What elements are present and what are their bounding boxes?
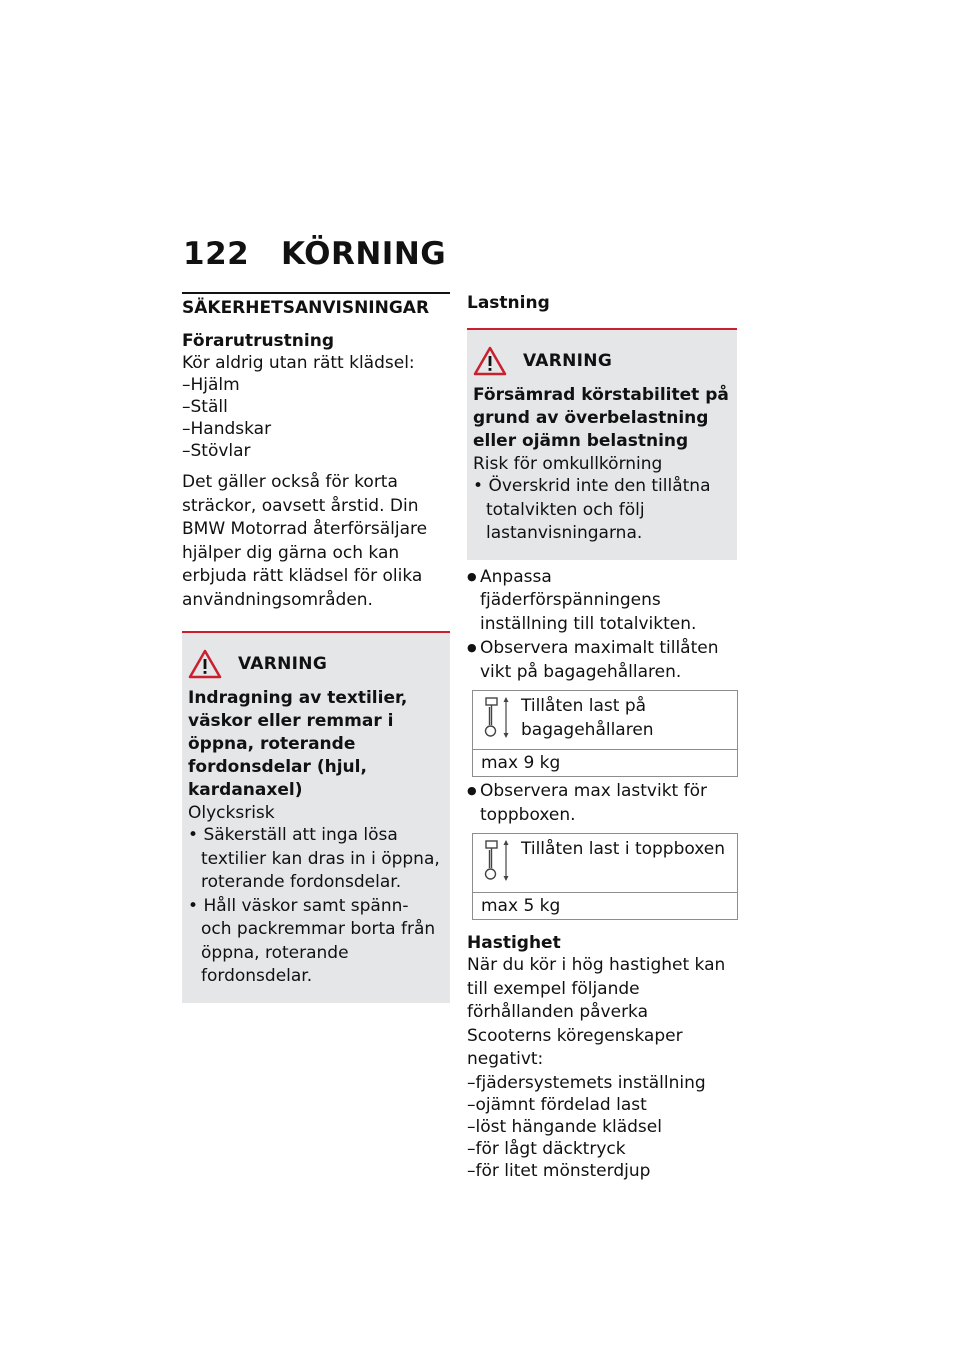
warning-triangle-icon — [473, 346, 507, 376]
list-item: • Säkerställ att inga lösa textilier kan dras in i öppna, roterande fordonsdelar. — [188, 824, 442, 895]
list-item: • Överskrid inte den tillåtna totalvikten och följ lastanvisningarna. — [473, 475, 729, 546]
warning-risk: Risk för omkullkörning — [473, 454, 663, 474]
list-item: – för lågt däcktryck — [467, 1138, 737, 1160]
list-item: – ojämnt fördelad last — [467, 1094, 737, 1116]
warning-title: VARNING — [523, 351, 613, 371]
section-title: Lastning — [467, 293, 550, 313]
spec-value: max 5 kg — [481, 896, 561, 916]
spec-value: max 9 kg — [481, 753, 561, 773]
list-item: – Ställ — [182, 396, 450, 418]
warning-bullets — [188, 824, 442, 989]
list-item: – fjädersystemets inställning — [467, 1072, 737, 1094]
warning-heading: Indragning av textilier, väskor eller remmar i öppna, roterande fordonsdelar (hjul, kardanaxel) — [188, 688, 408, 800]
spec-table — [472, 690, 738, 777]
warning-risk: Olycksrisk — [188, 803, 275, 823]
chapter-title: KÖRNING — [281, 236, 447, 272]
warning-heading: Försämrad körstabilitet på grund av överbelastning eller ojämn belastning — [473, 385, 729, 451]
warning-title: VARNING — [238, 654, 328, 674]
speed-list — [467, 1072, 737, 1182]
warning-bullets — [473, 475, 729, 546]
page-header — [183, 236, 446, 272]
speed-heading: Hastighet — [467, 933, 561, 953]
warning-box — [182, 631, 450, 1003]
subheading: Förarutrustning — [182, 331, 335, 351]
list-item: – för litet mönsterdjup — [467, 1160, 737, 1182]
list-item: ● Anpassa fjäderförspänningens inställning till totalvikten. — [467, 565, 737, 637]
list-item: • Håll väskor samt spänn- och packremmar borta från öppna, roterande fordonsdelar. — [188, 895, 442, 989]
steps-list — [467, 565, 737, 685]
spec-table — [472, 833, 738, 920]
clothing-list — [182, 374, 450, 462]
warning-box — [467, 328, 737, 560]
paragraph: Det gäller också för korta sträckor, oavsett årstid. Din BMW Motorrad återförsäljare hjälper dig gärna och kan erbjuda rätt klädsel för olika användningsområden. — [182, 472, 428, 610]
weight-icon — [483, 838, 511, 884]
weight-icon — [483, 695, 511, 741]
warning-header — [188, 649, 442, 679]
left-column — [182, 292, 450, 1003]
speed-intro: När du kör i hög hastighet kan till exempel följande förhållanden påverka Scooterns köregenskaper negativt: — [467, 955, 726, 1069]
list-item: ● Observera maximalt tillåten vikt på bagagehållaren. — [467, 636, 737, 684]
list-item: – Stövlar — [182, 440, 450, 462]
warning-header — [473, 346, 729, 376]
list-item: – löst hängande klädsel — [467, 1116, 737, 1138]
section-title: SÄKERHETSANVISNINGAR — [182, 292, 450, 318]
list-item: – Hjälm — [182, 374, 450, 396]
spec-label: Tillåten last i toppboxen — [521, 839, 726, 859]
list-item: ● Observera max lastvikt för toppboxen. — [467, 779, 737, 827]
spec-header — [473, 834, 737, 893]
right-column — [467, 292, 737, 1182]
steps-list — [467, 779, 737, 827]
page-number: 122 — [183, 236, 250, 272]
intro-text: Kör aldrig utan rätt klädsel: — [182, 353, 415, 373]
spec-header — [473, 691, 737, 750]
warning-triangle-icon — [188, 649, 222, 679]
list-item: – Handskar — [182, 418, 450, 440]
spec-label: Tillåten last på bagagehållaren — [521, 696, 654, 740]
